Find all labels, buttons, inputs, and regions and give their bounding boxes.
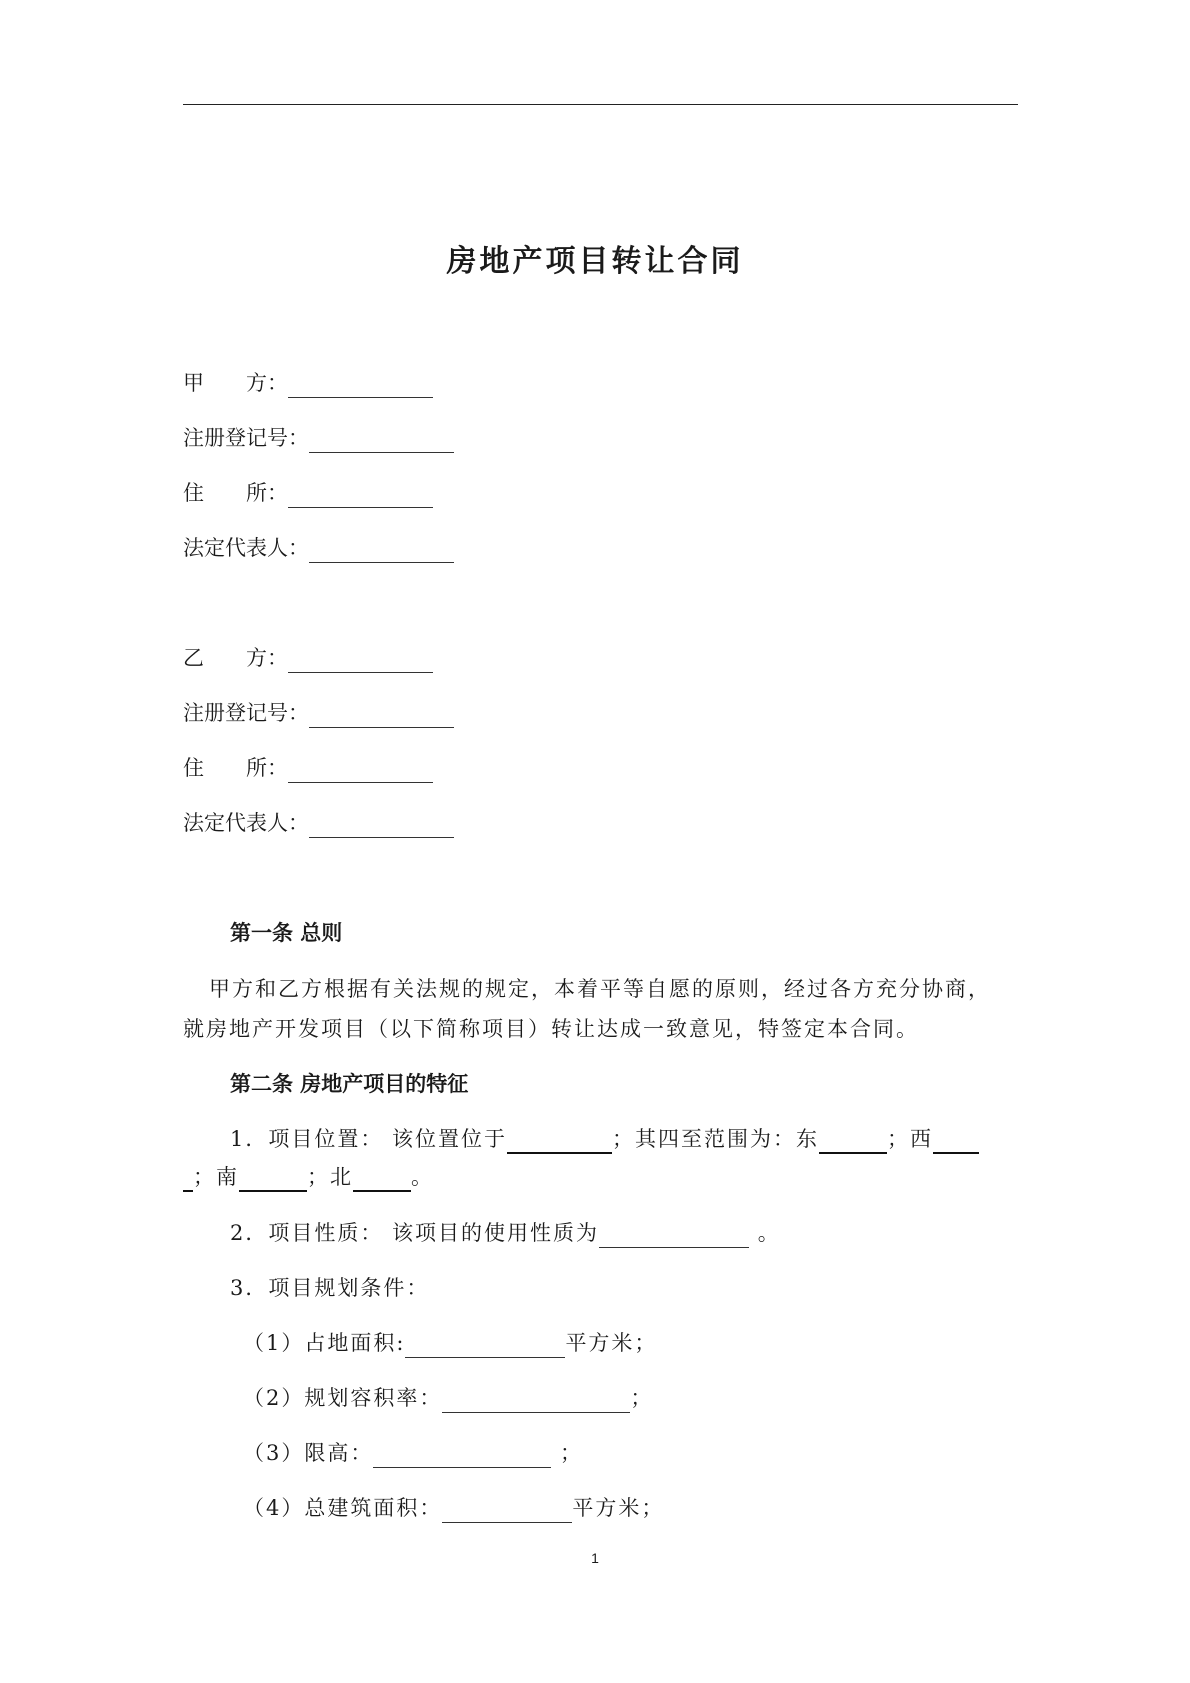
far-label: （2）规划容积率： [243,1386,443,1410]
sub-1-land-area-row [243,1328,657,1358]
party-a-rep-label: 法定代表人： [183,536,309,560]
party-a-rep-row [183,533,454,563]
article-1-heading: 第一条 总则 [230,921,343,945]
sub-2-far-row [243,1383,653,1413]
party-b-name-label: 乙 方： [183,646,288,670]
south-blank[interactable] [239,1168,307,1192]
party-b-addr-blank[interactable] [288,760,433,783]
party-a-reg-label: 注册登记号： [183,426,309,450]
location-blank[interactable] [507,1130,612,1154]
item-1-location-row-2 [183,1162,434,1192]
item-2-nature-row [230,1218,781,1248]
west-blank-cont[interactable] [183,1168,193,1192]
party-b-reg-label: 注册登记号： [183,701,309,725]
article-2-heading: 第二条 房地产项目的特征 [230,1072,469,1096]
height-blank[interactable] [373,1445,551,1468]
far-blank[interactable] [442,1390,630,1413]
party-a-rep-blank[interactable] [309,540,454,563]
south-label: ；南 [193,1165,239,1189]
party-b-addr-row [183,753,433,783]
north-blank[interactable] [353,1168,411,1192]
party-a-name-blank[interactable] [288,375,433,398]
land-area-label: （1）占地面积: [243,1331,406,1355]
period: 。 [749,1221,781,1245]
party-b-rep-row [183,808,454,838]
article-1-text-line-2: 就房地产开发项目（以下简称项目）转让达成一致意见，特签定本合同。 [183,1017,919,1041]
party-b-rep-label: 法定代表人： [183,811,309,835]
total-area-blank[interactable] [442,1500,572,1523]
party-a-addr-blank[interactable] [288,485,433,508]
article-1-text-line-1: 甲方和乙方根据有关法规的规定，本着平等自愿的原则，经过各方充分协商， [209,977,991,1001]
party-b-reg-row [183,698,454,728]
party-a-name-row [183,368,433,398]
semicolon: ； [630,1386,654,1410]
west-label: ；西 [887,1127,934,1151]
total-area-label: （4）总建筑面积： [243,1496,443,1520]
period: 。 [411,1165,434,1189]
party-b-name-blank[interactable] [288,650,433,673]
party-b-reg-blank[interactable] [309,705,454,728]
party-a-reg-row [183,423,454,453]
party-b-rep-blank[interactable] [309,815,454,838]
item-2-nature-label: 2．项目性质： 该项目的使用性质为 [230,1221,600,1245]
boundary-label: ；其四至范围为：东 [612,1127,820,1151]
total-area-unit: 平方米； [572,1496,665,1520]
item-1-location-label: 1．项目位置： 该位置位于 [230,1127,508,1151]
page-number: 1 [591,1550,599,1566]
item-3-planning-label: 3．项目规划条件： [230,1276,430,1300]
party-b-addr-label: 住 所： [183,756,288,780]
header-rule [183,104,1018,105]
party-a-name-label: 甲 方： [183,371,288,395]
item-1-location-row [230,1124,979,1154]
land-area-blank[interactable] [405,1335,565,1358]
sub-3-height-row [243,1438,583,1468]
height-label: （3）限高： [243,1441,374,1465]
semicolon: ； [551,1441,584,1465]
party-a-addr-label: 住 所： [183,481,288,505]
party-a-addr-row [183,478,433,508]
party-b-name-row [183,643,433,673]
sub-4-total-area-row [243,1493,664,1523]
party-a-reg-blank[interactable] [309,430,454,453]
west-blank[interactable] [933,1130,979,1154]
north-label: ；北 [307,1165,353,1189]
land-area-unit: 平方米； [565,1331,658,1355]
document-title: 房地产项目转让合同 [446,244,744,279]
nature-blank[interactable] [599,1225,749,1248]
east-blank[interactable] [819,1130,887,1154]
